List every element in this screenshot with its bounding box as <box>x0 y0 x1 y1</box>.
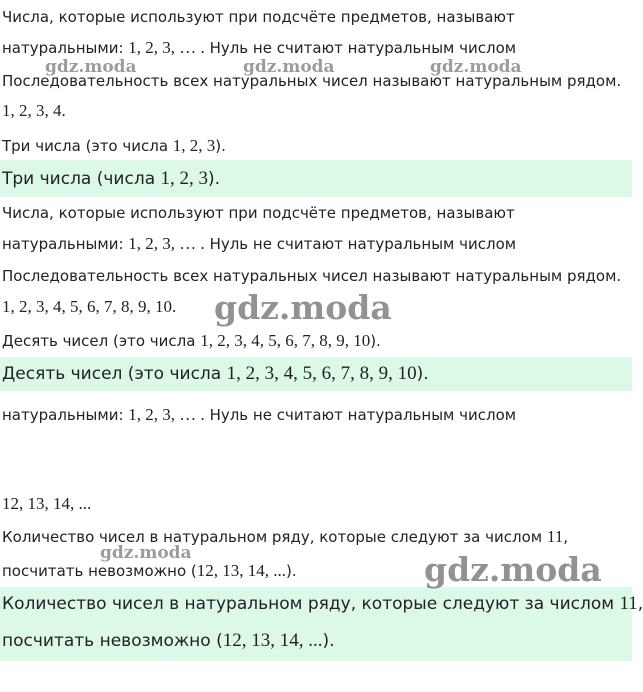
math-span: 1, 2, 3, … . <box>128 38 205 57</box>
text-span: натуральными: <box>2 39 129 57</box>
text-span: посчитать невозможно ( <box>2 631 223 651</box>
text-line <box>2 561 297 581</box>
watermark: gdz.moda <box>214 288 392 327</box>
watermark: gdz.moda <box>424 550 602 589</box>
text-line <box>2 331 381 351</box>
text-span: ). <box>370 332 381 350</box>
math-line: 12, 13, 14, ... <box>2 494 92 513</box>
answer-line <box>2 593 643 615</box>
text-span: , <box>563 528 568 546</box>
math-line: 1, 2, 3, 4. <box>2 101 66 120</box>
watermark: gdz.moda <box>430 57 522 77</box>
answer-line <box>2 363 429 385</box>
text-line: Числа, которые используют при подсчёте предметов, называют <box>2 8 515 26</box>
text-span: ). <box>208 169 221 189</box>
answer-line <box>2 168 220 190</box>
text-line: Последовательность всех натуральных чисел называют натуральным рядом. <box>2 267 622 285</box>
text-span: Нуль не считают натуральным числом <box>204 39 517 57</box>
text-span: Количество чисел в натуральном ряду, которые следуют за числом <box>2 594 620 614</box>
text-span: Три числа (числа <box>2 169 161 189</box>
watermark: gdz.moda <box>100 543 192 563</box>
text-line <box>2 405 516 425</box>
text-span: Нуль не считают натуральным числом <box>204 235 517 253</box>
math-span: 12, 13, 14, ... <box>222 630 323 651</box>
text-span: , <box>637 594 643 614</box>
text-line <box>2 38 516 58</box>
text-line: Последовательность всех натуральных чисел называют натуральным рядом. <box>2 72 622 90</box>
text-span: Десять чисел (это числа <box>2 332 201 350</box>
text-span: ). <box>215 137 226 155</box>
math-span: 1, 2, 3 <box>160 168 209 189</box>
text-span: Десять чисел (это числа <box>2 364 227 384</box>
math-span: 1, 2, 3, … . <box>128 405 205 424</box>
text-line <box>2 527 568 547</box>
math-span: 1, 2, 3 <box>172 136 216 155</box>
math-span: 1, 2, 3, … . <box>128 234 205 253</box>
text-line: Числа, которые используют при подсчёте предметов, называют <box>2 204 515 222</box>
text-span: натуральными: <box>2 235 129 253</box>
text-span: ). <box>286 562 297 580</box>
text-line <box>2 234 516 254</box>
math-span: 11 <box>619 593 638 614</box>
text-span: ). <box>416 364 429 384</box>
text-span: Количество чисел в натуральном ряду, которые следуют за числом <box>2 528 547 546</box>
text-line <box>2 136 226 156</box>
text-span: посчитать невозможно ( <box>2 562 197 580</box>
answer-line <box>2 630 335 652</box>
text-span: Три числа (это числа <box>2 137 173 155</box>
math-line: 1, 2, 3, 4, 5, 6, 7, 8, 9, 10. <box>2 297 177 316</box>
watermark: gdz.moda <box>243 57 335 77</box>
watermark: gdz.moda <box>45 57 137 77</box>
math-span: 12, 13, 14, ... <box>196 561 287 580</box>
math-span: 11 <box>546 527 564 546</box>
math-span: 1, 2, 3, 4, 5, 6, 7, 8, 9, 10 <box>226 363 417 384</box>
math-span: 1, 2, 3, 4, 5, 6, 7, 8, 9, 10 <box>200 331 371 350</box>
text-span: натуральными: <box>2 406 129 424</box>
text-span: ). <box>322 631 335 651</box>
text-span: Нуль не считают натуральным числом <box>204 406 517 424</box>
